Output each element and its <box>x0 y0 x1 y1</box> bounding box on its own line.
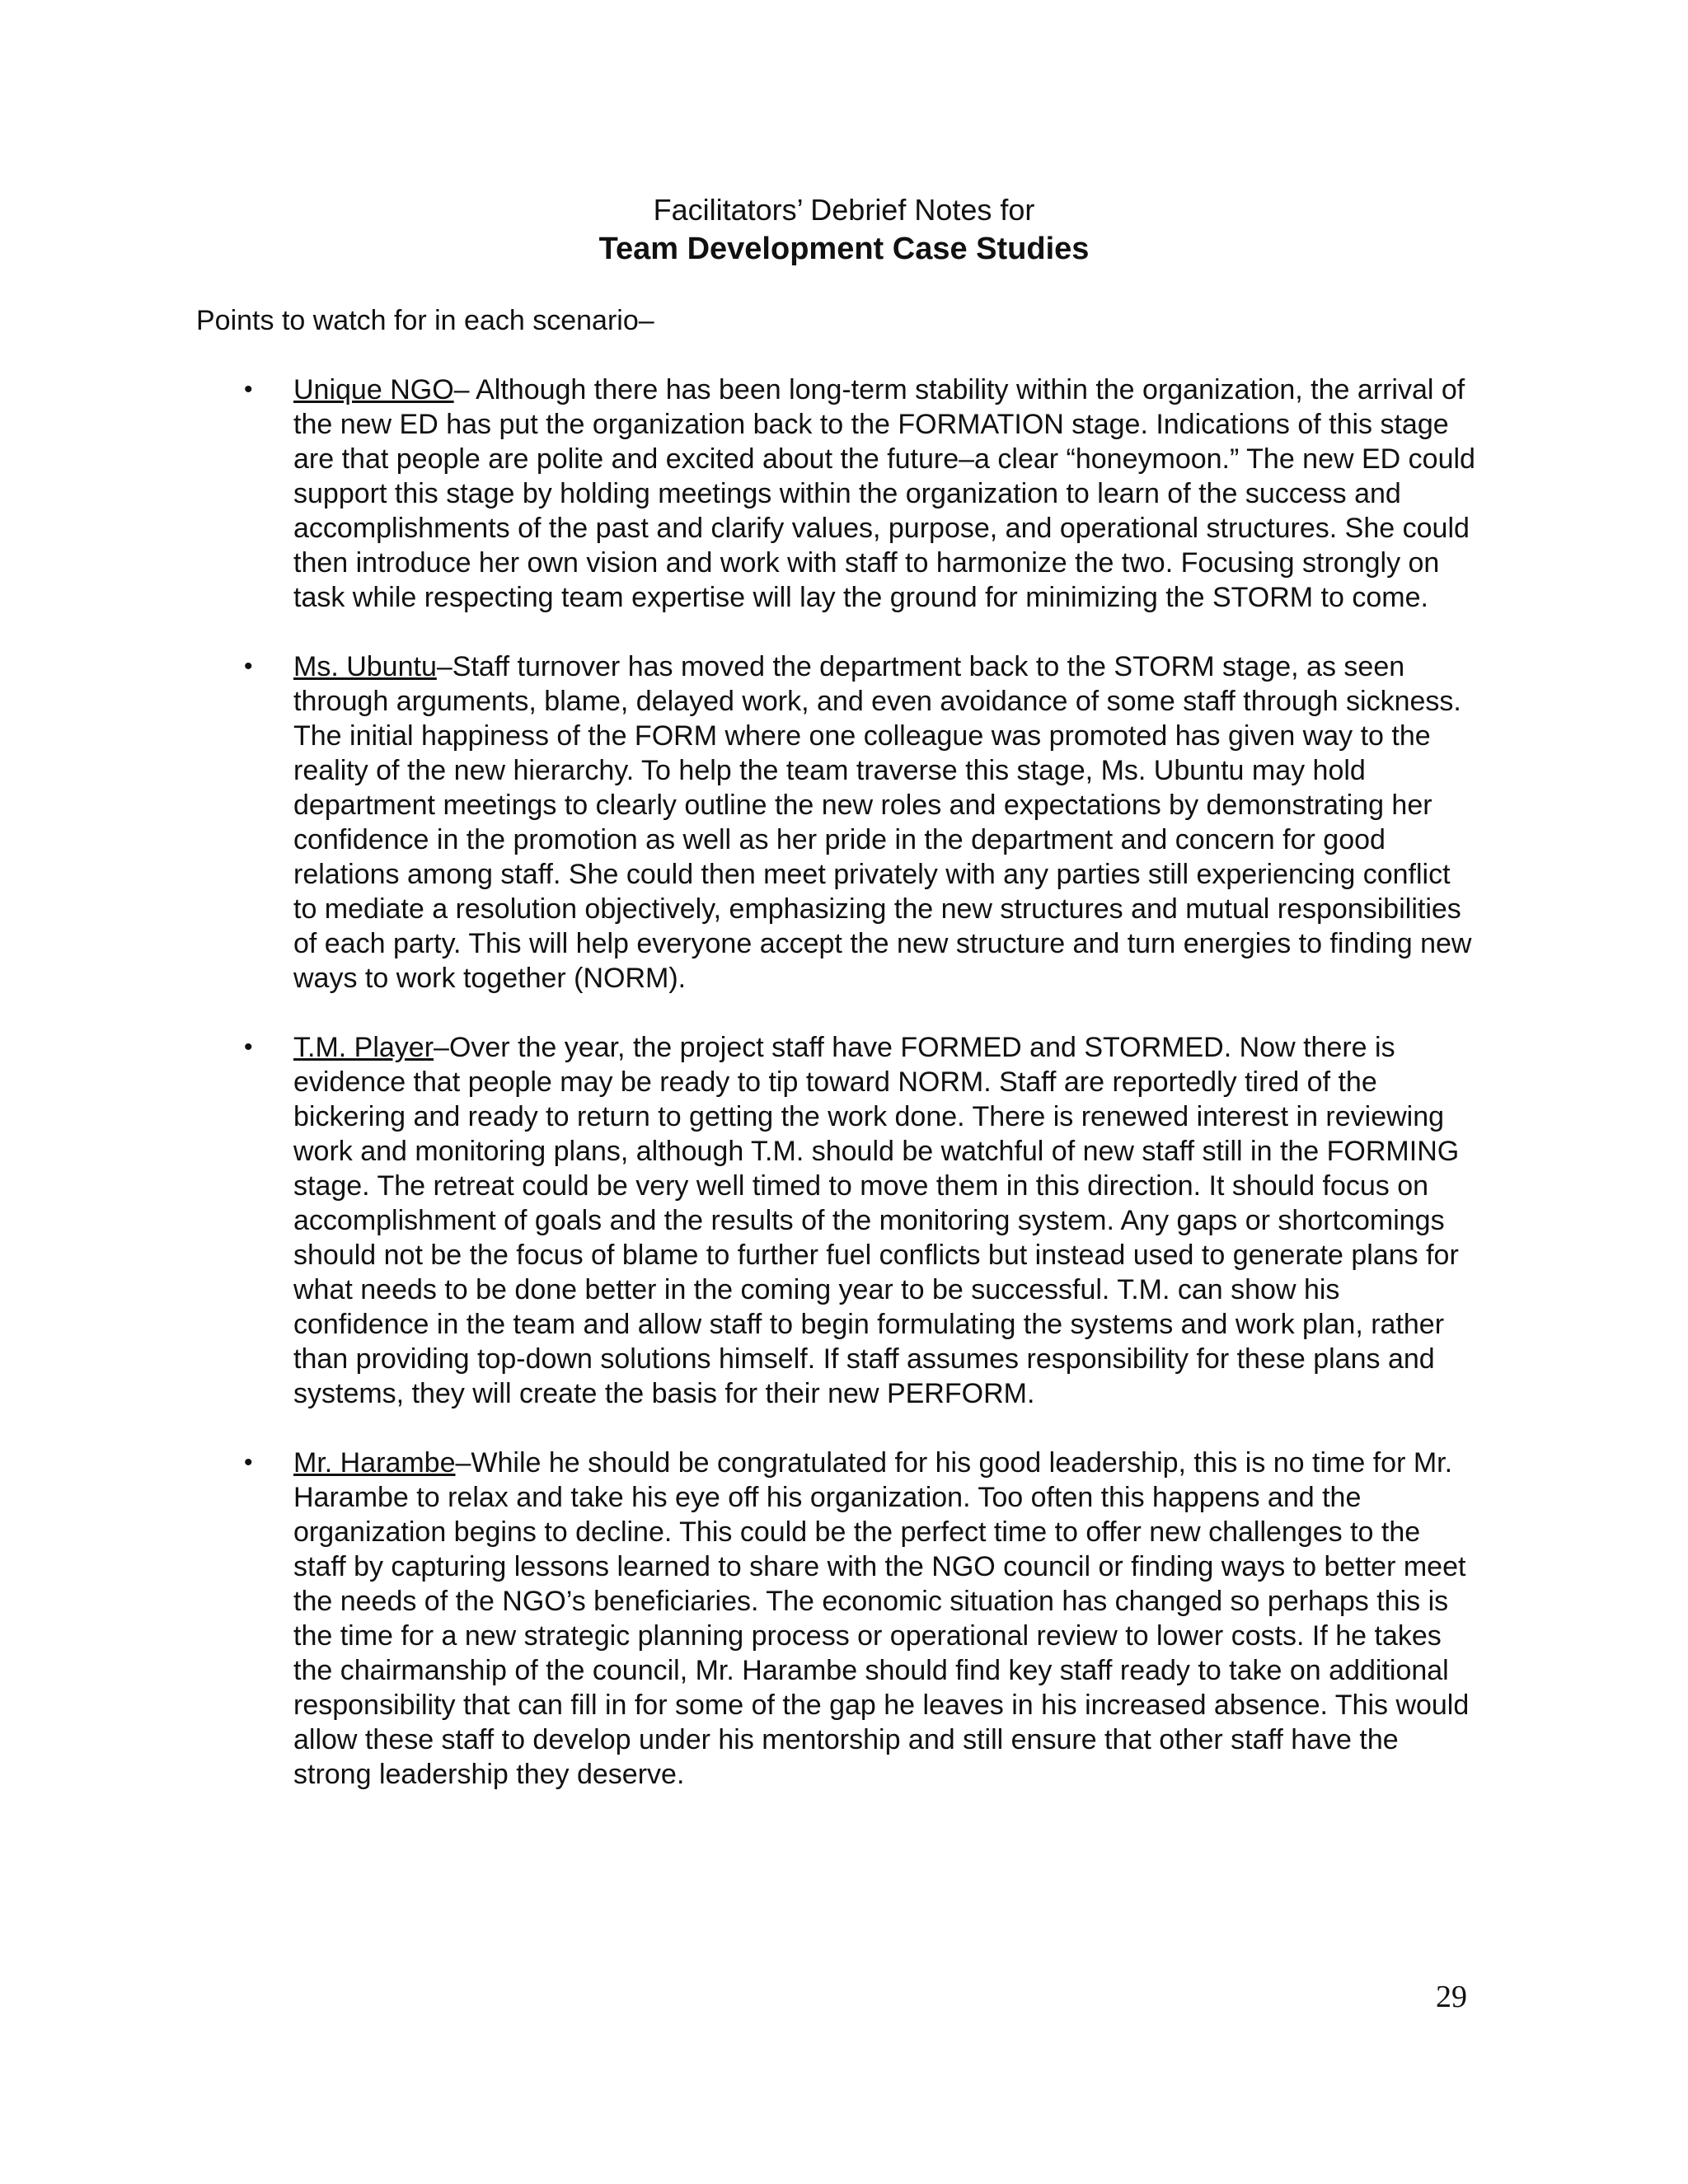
scenario-name: Unique NGO <box>293 374 454 405</box>
title-line-2: Team Development Case Studies <box>598 232 1090 266</box>
scenario-name: Ms. Ubuntu <box>293 651 437 682</box>
scenario-item-tm-player <box>244 1030 1480 1411</box>
scenario-text: – Although there has been long-term stability within the organization, the arrival of the new ED has put the organization back to the FORMATION stage. Indications of this stage are that people are polite and excited about the future–a clear “honeymoon.” The new ED could support this stage by holding meetings within the organization to learn of the success and accomplishments of the past and clarify values, purpose, and operational structures. She could then introduce her own vision and work with staff to harmonize the two. Focusing strongly on task while respecting team expertise will lay the ground for minimizing the STORM to come. <box>293 374 1475 613</box>
bullet-icon: • <box>244 653 253 680</box>
title-line-1: Facilitators’ Debrief Notes for <box>653 193 1035 227</box>
page-number: 29 <box>1436 1980 1467 2014</box>
bullet-icon: • <box>244 376 253 403</box>
bullet-icon: • <box>244 1033 253 1061</box>
scenario-text: –Staff turnover has moved the department back to the STORM stage, as seen through arguments, blame, delayed work, and even avoidance of some staff through sickness. The initial happiness of the FORM where one colleague was promoted has given way to the reality of the new hierarchy. To help the team traverse this stage, Ms. Ubuntu may hold department meetings to clearly outline the new roles and expectations by demonstrating her confidence in the promotion as well as her pride in the department and concern for good relations among staff. She could then meet privately with any parties still experiencing conflict to mediate a resolution objectively, emphasizing the new structures and mutual responsibilities of each party. This will help everyone accept the new structure and turn energies to finding new ways to work together (NORM). <box>293 651 1472 994</box>
scenario-list <box>244 373 1480 1826</box>
scenario-item-unique-ngo <box>244 373 1480 615</box>
scenario-name: Mr. Harambe <box>293 1447 456 1479</box>
scenario-text: –Over the year, the project staff have FORMED and STORMED. Now there is evidence that people may be ready to tip toward NORM. Staff are reportedly tired of the bickering and ready to return to getting the work done. There is renewed interest in reviewing work and monitoring plans, although T.M. should be watchful of new staff still in the FORMING stage. The retreat could be very well timed to move them in this direction. It should focus on accomplishment of goals and the results of the monitoring system. Any gaps or shortcomings should not be the focus of blame to further fuel conflicts but instead used to generate plans for what needs to be done better in the coming year to be successful. T.M. can show his confidence in the team and allow staff to begin formulating the systems and work plan, rather than providing top-down solutions himself. If staff assumes responsibility for these plans and systems, they will create the basis for their new PERFORM. <box>293 1032 1460 1409</box>
scenario-name: T.M. Player <box>293 1032 434 1063</box>
intro-text: Points to watch for in each scenario– <box>196 305 654 336</box>
document-title <box>0 191 1688 269</box>
scenario-item-ms-ubuntu <box>244 649 1480 996</box>
scenario-item-mr-harambe <box>244 1446 1480 1792</box>
bullet-icon: • <box>244 1449 253 1476</box>
scenario-text: –While he should be congratulated for his good leadership, this is no time for Mr. Harambe to relax and take his eye off his organization. Too often this happens and the organization begins to decline. This could be the perfect time to offer new challenges to the staff by capturing lessons learned to share with the NGO council or finding ways to better meet the needs of the NGO’s beneficiaries. The economic situation has changed so perhaps this is the time for a new strategic planning process or operational review to lower costs. If he takes the chairmanship of the council, Mr. Harambe should find key staff ready to take on additional responsibility that can fill in for some of the gap he leaves in his increased absence. This would allow these staff to develop under his mentorship and still ensure that other staff have the strong leadership they deserve. <box>293 1447 1470 1790</box>
